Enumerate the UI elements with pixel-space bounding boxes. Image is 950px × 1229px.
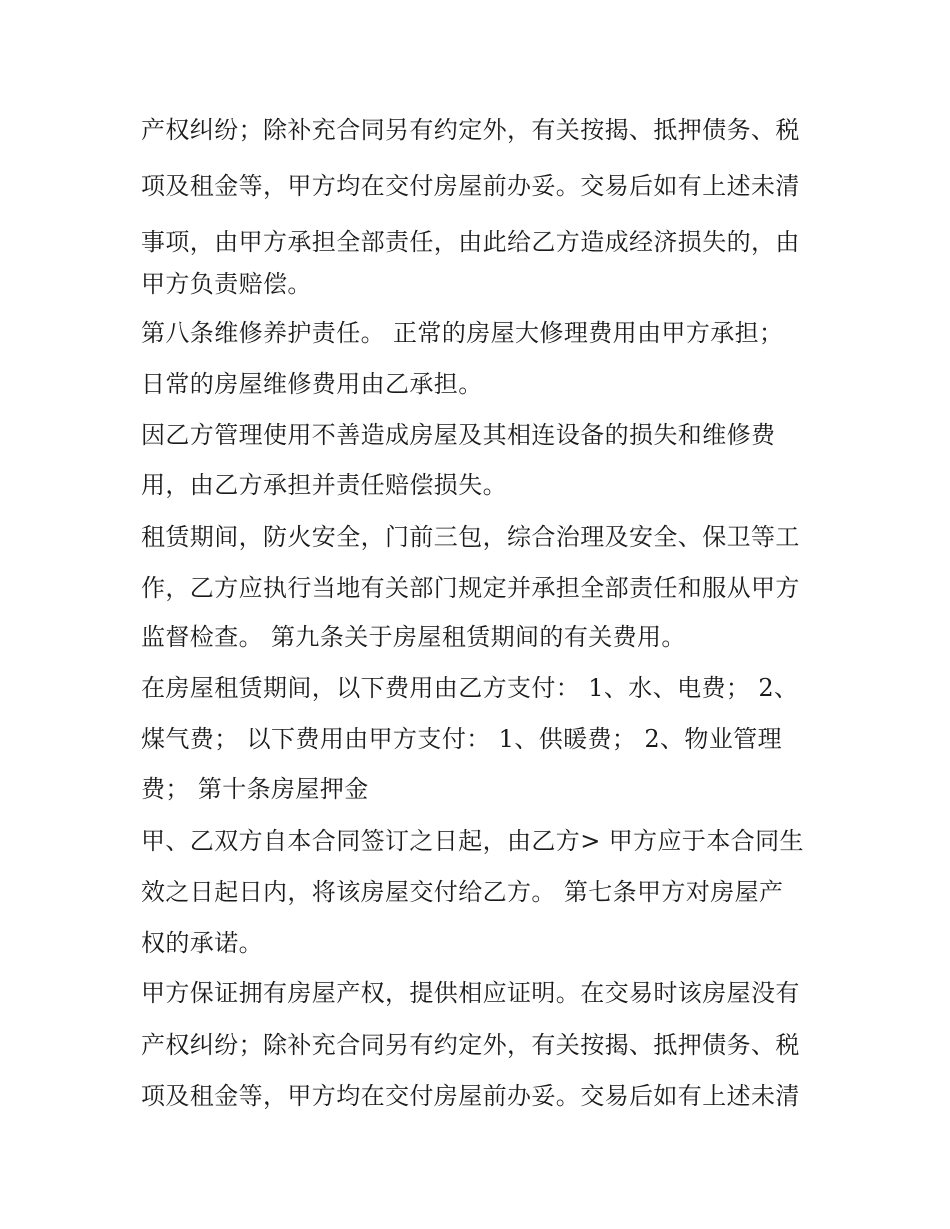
text-line: 租赁期间，防火安全，门前三包，综合治理及安全、保卫等工 (141, 523, 800, 551)
text-line: 费； 第十条房屋押金 (141, 775, 369, 803)
text-line: 产权纠纷；除补充合同另有约定外，有关按揭、抵押债务、税 (141, 1031, 800, 1059)
text-line: 甲、乙双方自本合同签订之日起，由乙方> 甲方应于本合同生 (141, 827, 804, 855)
text-line: 权的承诺。 (141, 929, 263, 957)
text-line: 项及租金等，甲方均在交付房屋前办妥。交易后如有上述未清 (141, 1082, 800, 1110)
text-line: 甲方负责赔偿。 (141, 270, 312, 298)
text-line: 监督检查。 第九条关于房屋租赁期间的有关费用。 (141, 623, 686, 651)
text-line: 煤气费； 以下费用由甲方支付： 1、供暖费； 2、物业管理 (141, 725, 783, 753)
text-line: 在房屋租赁期间，以下费用由乙方支付： 1、水、电费； 2、 (141, 674, 799, 702)
text-line: 事项，由甲方承担全部责任，由此给乙方造成经济损失的，由 (141, 228, 800, 256)
text-line: 用，由乙方承担并责任赔偿损失。 (141, 471, 507, 499)
text-line: 甲方保证拥有房屋产权，提供相应证明。在交易时该房屋没有 (141, 979, 800, 1007)
text-line: 效之日起日内，将该房屋交付给乙方。 第七条甲方对房屋产 (141, 878, 784, 906)
text-line: 产权纠纷；除补充合同另有约定外，有关按揭、抵押债务、税 (141, 116, 800, 144)
text-line: 因乙方管理使用不善造成房屋及其相连设备的损失和维修费 (141, 421, 776, 449)
text-line: 日常的房屋维修费用由乙承担。 (141, 370, 483, 398)
text-line: 作，乙方应执行当地有关部门规定并承担全部责任和服从甲方 (141, 574, 800, 602)
text-line: 第八条维修养护责任。 正常的房屋大修理费用由甲方承担； (141, 319, 784, 347)
text-line: 项及租金等，甲方均在交付房屋前办妥。交易后如有上述未清 (141, 172, 800, 200)
